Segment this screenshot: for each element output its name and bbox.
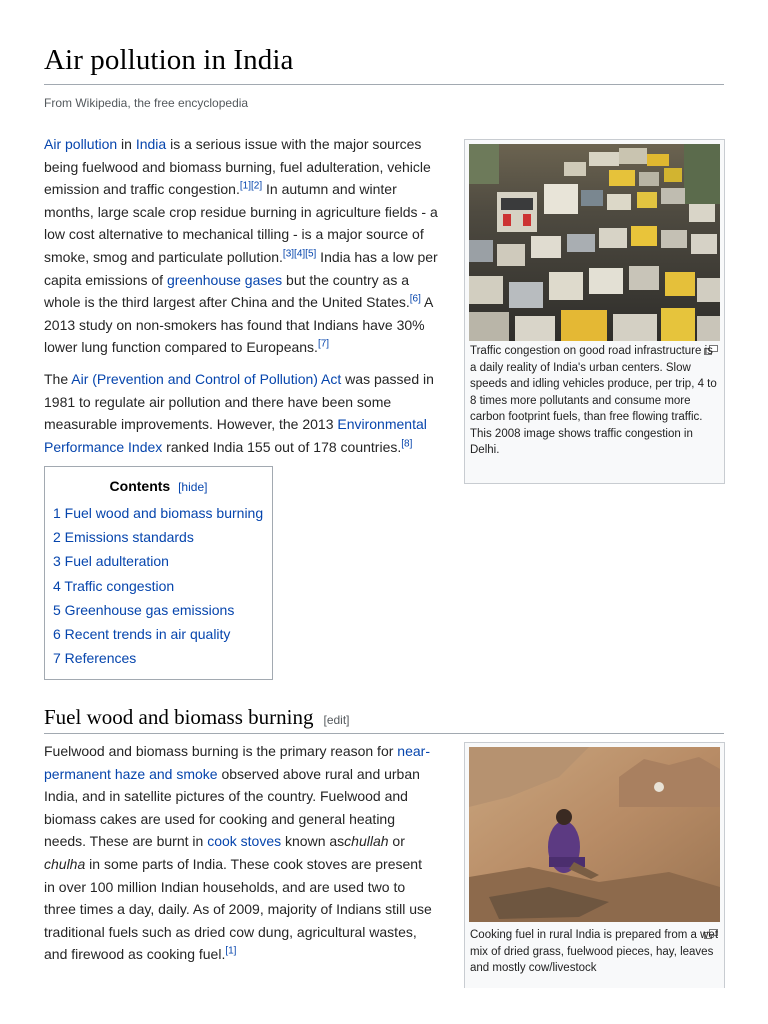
citation-3[interactable]: [3] bbox=[282, 248, 295, 260]
text: was passed in 1981 to regulate air pollution and there have been some measurable improvements. However, the 2013 bbox=[44, 371, 434, 433]
link-cook-stoves[interactable]: cook stoves bbox=[207, 833, 282, 850]
citation-5[interactable]: [5] bbox=[305, 248, 317, 260]
link-epi[interactable]: Environmental Performance Index bbox=[44, 416, 427, 455]
toc-item-traffic-congestion[interactable]: 4 Traffic congestion bbox=[53, 577, 175, 594]
cooking-fuel-photo[interactable] bbox=[469, 747, 720, 922]
toc-title: Contents bbox=[109, 478, 171, 494]
citation-8[interactable]: [8] bbox=[401, 438, 413, 450]
traffic-congestion-photo[interactable] bbox=[469, 144, 720, 341]
toc-header bbox=[45, 478, 272, 494]
toc-item-fuel-adulteration[interactable]: 3 Fuel adulteration bbox=[53, 553, 169, 570]
edit-section-link[interactable]: [edit] bbox=[323, 713, 350, 727]
intro-paragraph-1 bbox=[44, 133, 448, 359]
citation-7[interactable]: [7] bbox=[317, 338, 330, 350]
toc-item-recent-trends[interactable]: 6 Recent trends in air quality bbox=[53, 626, 231, 643]
citation-4[interactable]: [4] bbox=[294, 248, 306, 260]
text: ranked India 155 out of 178 countries. bbox=[162, 438, 402, 455]
text: in some parts of India. These cook stoves are present in over 100 million Indian households, and are used two to three times a day, daily. As of 2009, majority of Indians still use traditional fuels such as dried cow dung, agricultural wastes, and firewood as cooking fuel. bbox=[44, 855, 432, 963]
text: known as bbox=[281, 833, 345, 850]
section-heading-text: Fuel wood and biomass burning bbox=[44, 705, 314, 729]
link-india[interactable]: India bbox=[135, 136, 167, 152]
text: observed above rural and urban India, and in satellite pictures of the country. Fuelwood and biomass cakes are used for cooking and general heating needs. These are burnt in bbox=[44, 765, 420, 850]
table-of-contents bbox=[44, 466, 273, 680]
toc-item-emissions-standards[interactable]: 2 Emissions standards bbox=[53, 529, 194, 546]
section-heading-fuel-wood bbox=[44, 705, 350, 730]
link-greenhouse-gases[interactable]: greenhouse gases bbox=[166, 271, 283, 288]
toc-item-greenhouse-gas[interactable]: 5 Greenhouse gas emissions bbox=[53, 601, 235, 618]
text: is a serious issue with the major sources being fuelwood and biomass burning, fuel adulteration, vehicle emission and traffic congestion. bbox=[44, 136, 431, 198]
figure-traffic bbox=[464, 139, 725, 484]
text: or bbox=[388, 833, 405, 850]
toc-item-fuel-wood[interactable]: 1 Fuel wood and biomass burning bbox=[53, 505, 264, 521]
citation-2[interactable]: [2] bbox=[250, 180, 263, 192]
title-divider bbox=[44, 84, 724, 85]
citation-6[interactable]: [6] bbox=[409, 293, 421, 305]
text: A 2013 study on non-smokers has found that Indians have 30% lower lung function compared to Europeans. bbox=[44, 294, 433, 356]
toc-list bbox=[45, 501, 272, 670]
citation-1[interactable]: [1] bbox=[239, 180, 251, 192]
link-haze-and-smoke[interactable]: near-permanent haze and smoke bbox=[44, 743, 430, 782]
tagline: From Wikipedia, the free encyclopedia bbox=[44, 96, 249, 110]
figure-caption: Cooking fuel in rural India is prepared from a wet mix of dried grass, fuelwood pieces, hay, leaves and mostly cow/livestock bbox=[470, 929, 719, 974]
figure-cooking-fuel bbox=[464, 742, 725, 988]
text: in bbox=[117, 136, 136, 152]
toc-item-references[interactable]: 7 References bbox=[53, 650, 137, 667]
toc-hide-link[interactable]: [hide] bbox=[178, 480, 208, 494]
term-chulha: chulha bbox=[44, 855, 86, 872]
citation-1[interactable]: [1] bbox=[225, 945, 237, 957]
text: but the country as a whole is the third largest after China and the United States. bbox=[44, 271, 410, 311]
text: In autumn and winter months, large scale crop residue burning in agriculture fields - a low cost alternative to mechanical tilling - is a major source of smoke, smog and particulate pollution. bbox=[44, 181, 438, 265]
figure-caption: Traffic congestion on good road infrastructure is a daily reality of India's urban centers. Slow speeds and idling vehicles produce, per trip, 4 to 8 times more pollutants and consume more carbon footprint fuels, than free flowing traffic. This 2008 image shows traffic congestion in Delhi. bbox=[470, 345, 717, 456]
text: Fuelwood and biomass burning is the primary reason for bbox=[44, 743, 398, 759]
section-paragraph bbox=[44, 740, 436, 966]
text: India has a low per capita emissions of bbox=[44, 248, 438, 288]
page-title: Air pollution in India bbox=[44, 44, 294, 76]
intro-paragraph-2 bbox=[44, 368, 448, 458]
section-divider bbox=[44, 733, 724, 734]
text: The bbox=[44, 371, 72, 387]
link-air-pollution[interactable]: Air pollution bbox=[44, 136, 118, 152]
term-chullah: chullah bbox=[344, 833, 389, 850]
link-air-act[interactable]: Air (Prevention and Control of Pollution) Act bbox=[71, 371, 342, 387]
